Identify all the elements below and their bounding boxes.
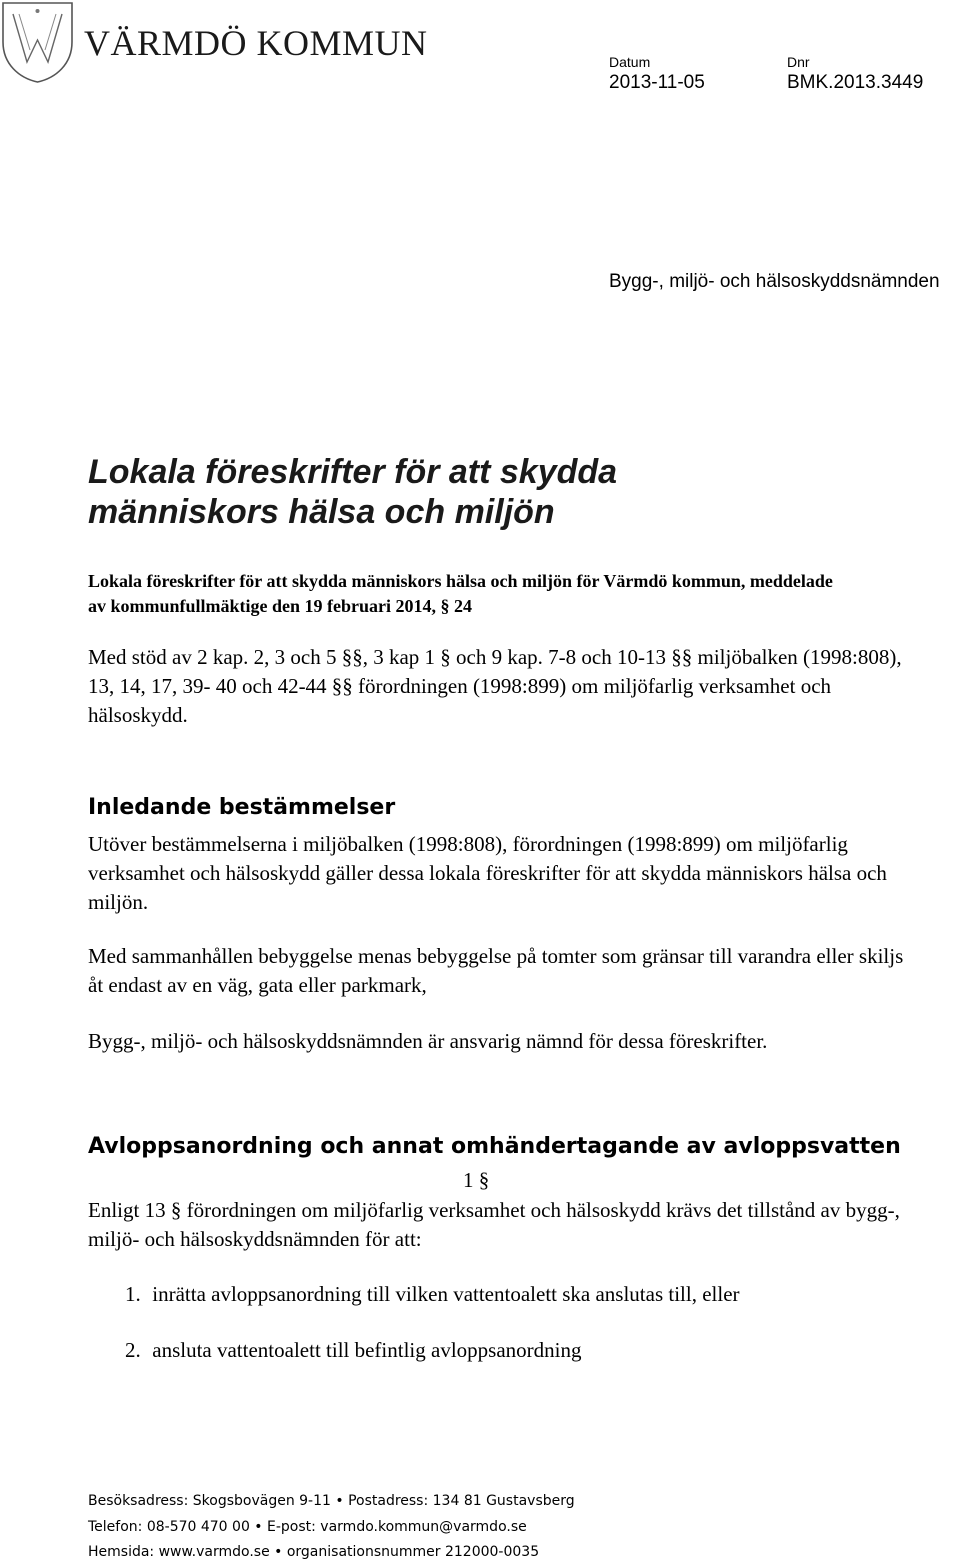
dnr-label: Dnr [787, 54, 810, 70]
organization-name: VÄRMDÖ KOMMUN [84, 23, 428, 63]
section-heading-inledande: Inledande bestämmelser [88, 795, 396, 820]
list-item-number: 1. [125, 1282, 141, 1306]
date-value: 2013-11-05 [609, 72, 705, 93]
list-item-text: ansluta vattentoalett till befintlig avloppsanordning [152, 1338, 582, 1362]
committee-name: Bygg-, miljö- och hälsoskyddsnämnden [609, 271, 940, 292]
paragraph-inledande-1: Utöver bestämmelserna i miljöbalken (1998:808), förordningen (1998:899) om miljöfarlig verksamhet och hälsoskydd gäller dessa lokala föreskrifter för att skydda människors hälsa och miljön. [88, 832, 887, 914]
paragraph-inledande-3: Bygg-, miljö- och hälsoskyddsnämnden är ansvarig nämnd för dessa föreskrifter. [88, 1029, 768, 1053]
date-label: Datum [609, 54, 651, 70]
footer-contact: Telefon: 08-570 470 00 • E-post: varmdo.kommun@varmdo.se [88, 1519, 527, 1535]
document-title-line-2: människors hälsa och miljön [88, 493, 555, 531]
list-item [125, 1282, 740, 1307]
list-item-number: 2. [125, 1338, 141, 1362]
document-title [88, 452, 888, 532]
municipal-shield-logo-icon [0, 0, 75, 84]
paragraph-avlopp-intro: Enligt 13 § förordningen om miljöfarlig verksamhet och hälsoskydd krävs det tillstånd av bygg-, miljö- och hälsoskyddsnämnden för att: [88, 1198, 900, 1251]
dnr-value: BMK.2013.3449 [787, 72, 924, 93]
footer-address: Besöksadress: Skogsbovägen 9-11 • Postadress: 134 81 Gustavsberg [88, 1493, 575, 1509]
footer-website: Hemsida: www.varmdo.se • organisationsnummer 212000-0035 [88, 1544, 540, 1560]
legal-basis-paragraph: Med stöd av 2 kap. 2, 3 och 5 §§, 3 kap 1 § och 9 kap. 7-8 och 10-13 §§ miljöbalken (1998:808), 13, 14, 17, 39- 40 och 42-44 §§ förordningen (1998:899) om miljöfarlig verksamhet och hälsoskydd. [88, 645, 902, 727]
list-item-text: inrätta avloppsanordning till vilken vattentoalett ska anslutas till, eller [152, 1282, 740, 1306]
section-heading-avlopp: Avloppsanordning och annat omhändertagande av avloppsvatten [88, 1134, 901, 1159]
section-number: 1 § [463, 1168, 490, 1192]
document-title-line-1: Lokala föreskrifter för att skydda [88, 453, 618, 491]
document-subtitle: Lokala föreskrifter för att skydda människors hälsa och miljön för Värmdö kommun, meddelade av kommunfullmäktige den 19 februari 2014, § 24 [88, 571, 833, 616]
list-item [125, 1338, 582, 1363]
paragraph-inledande-2: Med sammanhållen bebyggelse menas bebyggelse på tomter som gränsar till varandra eller skiljs åt endast av en väg, gata eller parkmark, [88, 944, 904, 997]
